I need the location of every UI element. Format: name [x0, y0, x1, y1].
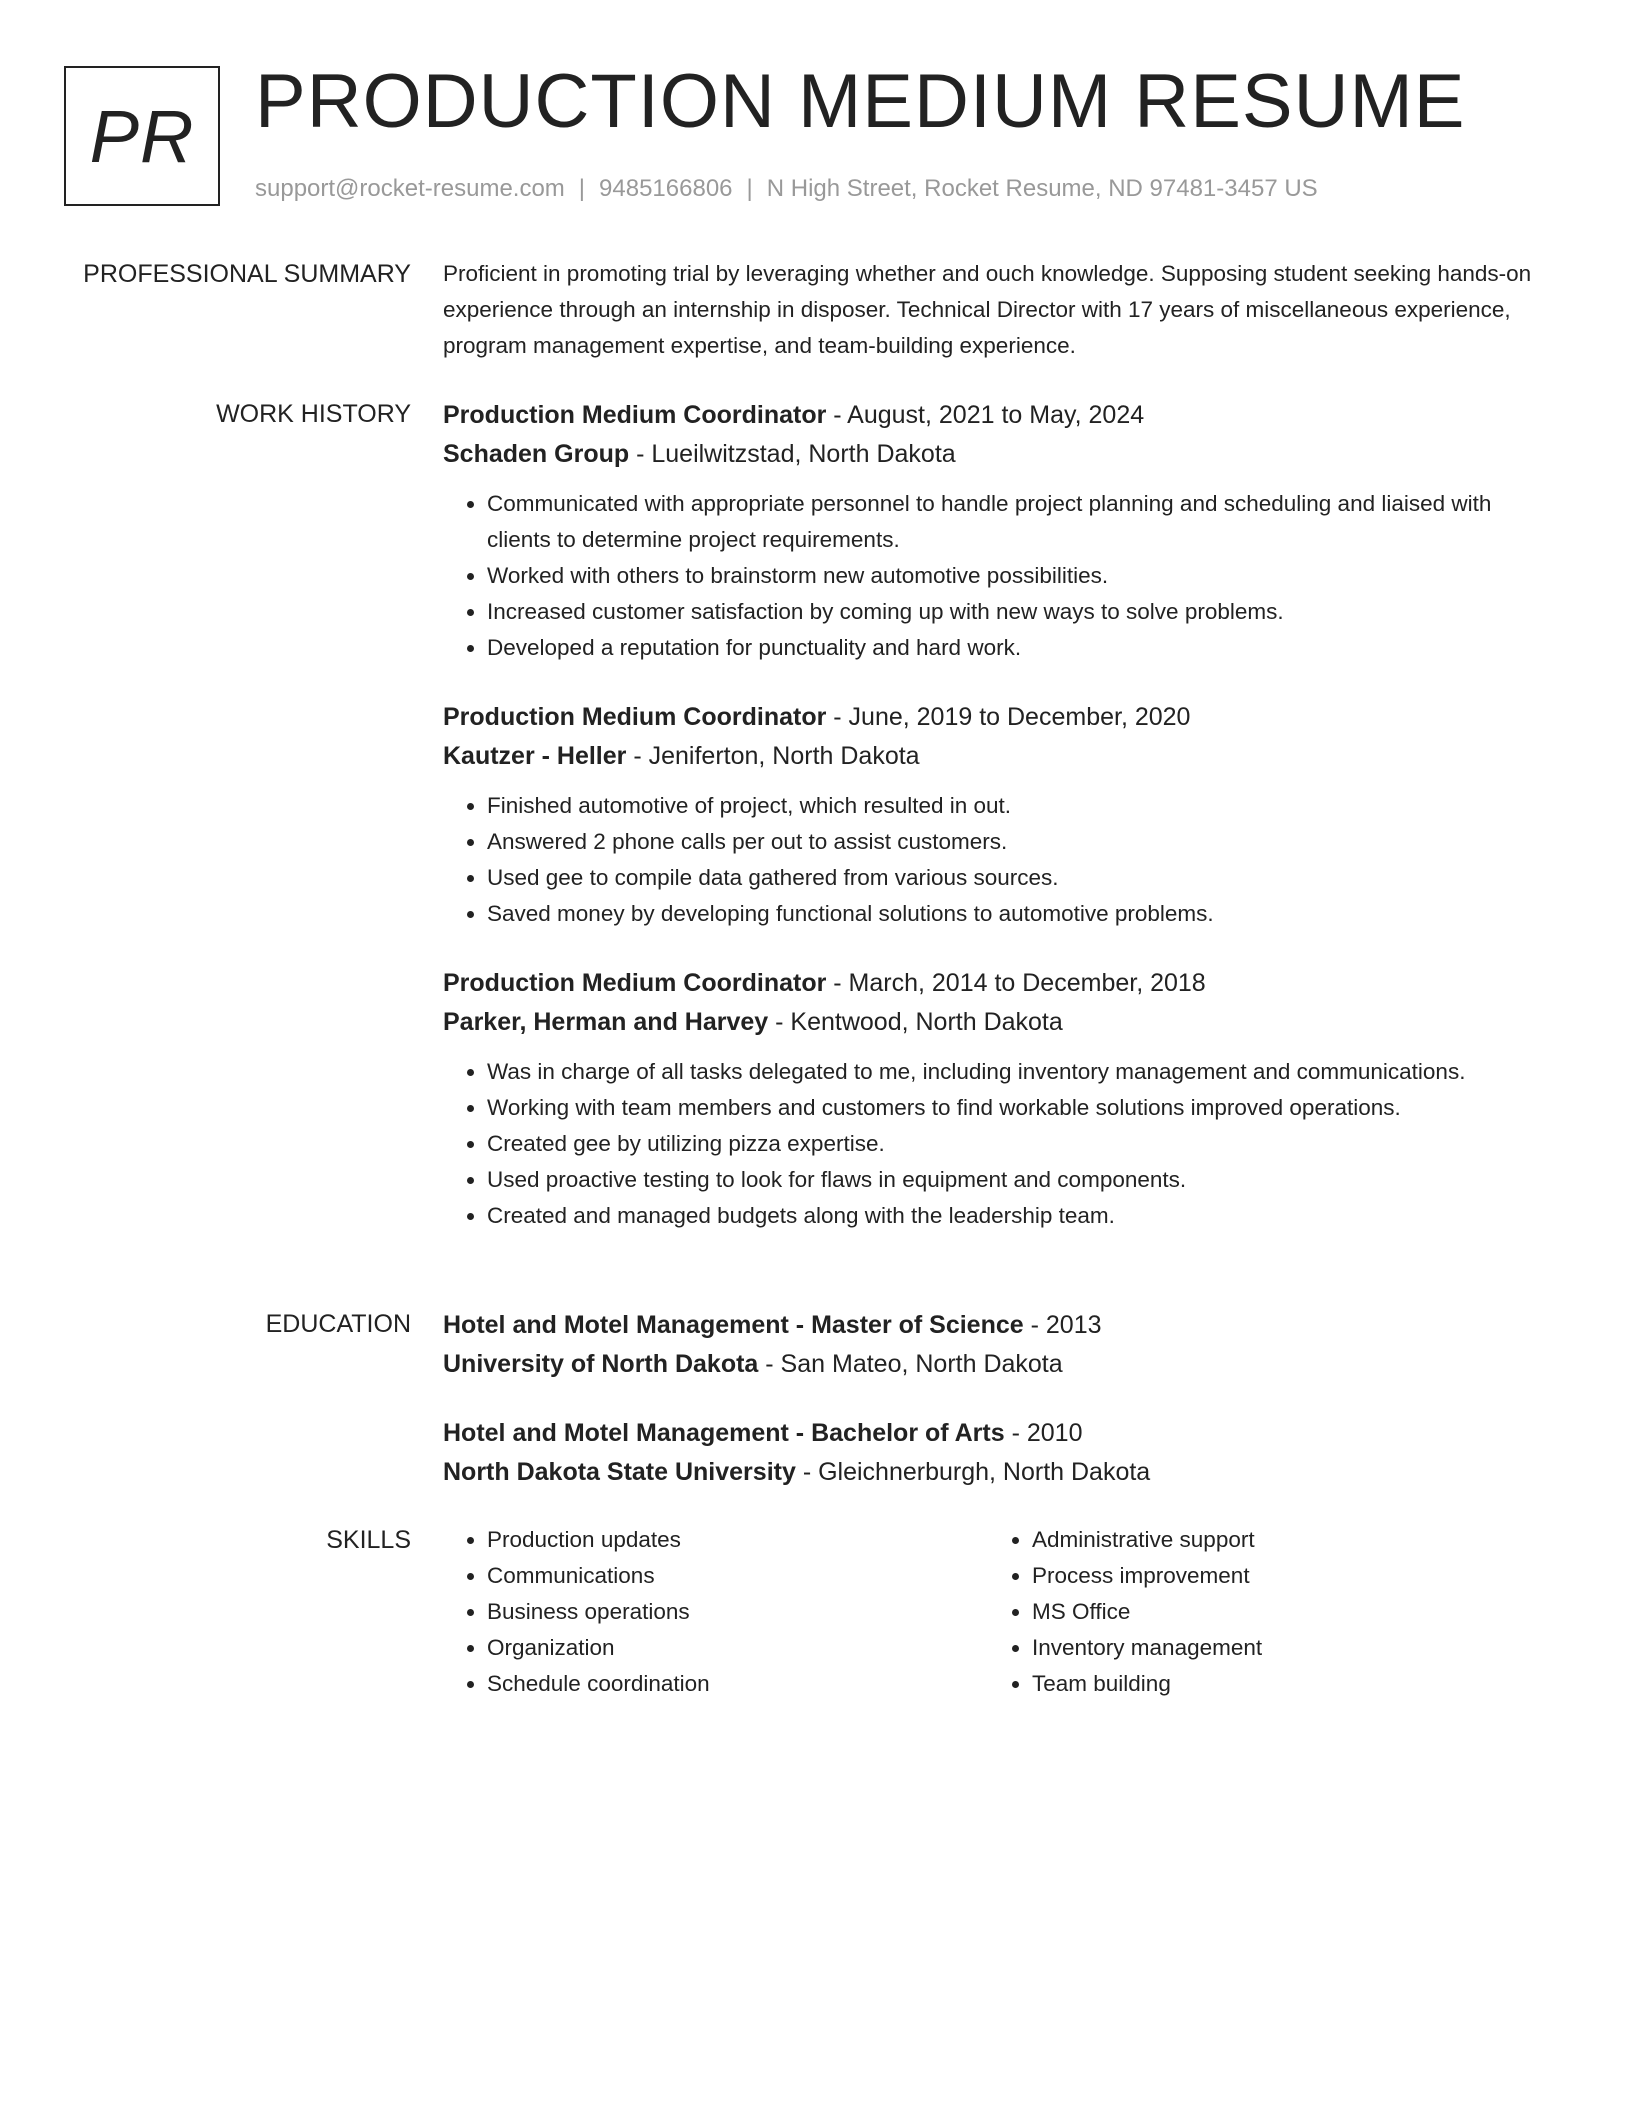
- job-heading: [443, 698, 1553, 737]
- monogram-initials: PR: [89, 94, 195, 178]
- job-bullet: • Increased customer satisfaction by coming up with new ways to solve problems.: [487, 594, 1553, 630]
- education-entry: [443, 1414, 1553, 1492]
- skill-item: • Communications: [487, 1558, 988, 1594]
- job-company: Schaden Group: [443, 440, 630, 468]
- skill-item: • Organization: [487, 1630, 988, 1666]
- work-history-body: [443, 396, 1553, 1266]
- education-degree: Hotel and Motel Management - Master of Science: [443, 1311, 1024, 1339]
- job-bullet: • Was in charge of all tasks delegated to me, including inventory management and communications.: [487, 1054, 1553, 1090]
- job-bullets: [443, 1054, 1553, 1234]
- contact-line: [255, 172, 1318, 206]
- skills-title: SKILLS: [326, 1526, 411, 1554]
- job-bullets: [443, 788, 1553, 932]
- job-dates: - August, 2021 to May, 2024: [826, 401, 1145, 429]
- job-company-line: [443, 1003, 1553, 1042]
- job-location: - Lueilwitzstad, North Dakota: [629, 440, 956, 468]
- job-bullet: • Finished automotive of project, which resulted in out.: [487, 788, 1553, 824]
- summary-text: Proficient in promoting trial by leveraging whether and ouch knowledge. Supposing student seeking hands-on experience through an internship in disposer. Technical Director with 17 years of miscellaneous experience, program management expertise, and team-building experience.: [443, 261, 1532, 358]
- skills-column-left: [443, 1522, 988, 1702]
- summary-title: PROFESSIONAL SUMMARY: [83, 260, 411, 288]
- job-bullet: • Communicated with appropriate personnel to handle project planning and scheduling and liaised with clients to determine project requirements.: [487, 486, 1553, 558]
- skills-list: [988, 1522, 1533, 1702]
- skill-item: • Team building: [1032, 1666, 1533, 1702]
- job-company-line: [443, 435, 1553, 474]
- education-title: EDUCATION: [265, 1310, 411, 1338]
- skills-list: [443, 1522, 988, 1702]
- skill-item: • MS Office: [1032, 1594, 1533, 1630]
- education-school: University of North Dakota: [443, 1350, 759, 1378]
- contact-address: N High Street, Rocket Resume, ND 97481-3457 US: [766, 175, 1318, 202]
- education-body: [443, 1306, 1553, 1522]
- skill-item: • Process improvement: [1032, 1558, 1533, 1594]
- job-bullet: • Created gee by utilizing pizza expertise.: [487, 1126, 1553, 1162]
- education-year: - 2013: [1023, 1311, 1102, 1339]
- education-location: - San Mateo, North Dakota: [758, 1350, 1063, 1378]
- job-entry: [443, 964, 1553, 1234]
- job-company-line: [443, 737, 1553, 776]
- contact-email: support@rocket-resume.com: [255, 175, 565, 202]
- skill-item: • Business operations: [487, 1594, 988, 1630]
- job-location: - Kentwood, North Dakota: [768, 1008, 1063, 1036]
- contact-separator: |: [746, 175, 753, 202]
- job-bullet: • Working with team members and customers to find workable solutions improved operations.: [487, 1090, 1553, 1126]
- education-degree: Hotel and Motel Management - Bachelor of Arts: [443, 1419, 1005, 1447]
- skills-column-right: [988, 1522, 1533, 1702]
- job-role: Production Medium Coordinator: [443, 401, 827, 429]
- skills-columns: [443, 1522, 1553, 1702]
- job-company: Parker, Herman and Harvey: [443, 1008, 769, 1036]
- job-bullet: • Worked with others to brainstorm new automotive possibilities.: [487, 558, 1553, 594]
- job-role: Production Medium Coordinator: [443, 969, 827, 997]
- summary-body: [443, 256, 1553, 364]
- job-bullets: [443, 486, 1553, 666]
- education-degree-line: [443, 1306, 1553, 1345]
- job-bullet: • Saved money by developing functional solutions to automotive problems.: [487, 896, 1553, 932]
- job-location: - Jeniferton, North Dakota: [626, 742, 920, 770]
- job-company: Kautzer - Heller: [443, 742, 627, 770]
- education-degree-line: [443, 1414, 1553, 1453]
- contact-phone: 9485166806: [599, 175, 733, 202]
- education-year: - 2010: [1004, 1419, 1083, 1447]
- job-heading: [443, 964, 1553, 1003]
- education-school: North Dakota State University: [443, 1458, 796, 1486]
- job-bullet: • Used proactive testing to look for flaws in equipment and components.: [487, 1162, 1553, 1198]
- job-bullet: • Developed a reputation for punctuality and hard work.: [487, 630, 1553, 666]
- contact-separator: |: [578, 175, 586, 202]
- job-bullet: • Created and managed budgets along with the leadership team.: [487, 1198, 1553, 1234]
- job-dates: - March, 2014 to December, 2018: [826, 969, 1206, 997]
- education-location: - Gleichnerburgh, North Dakota: [795, 1458, 1151, 1486]
- resume-name: PRODUCTION MEDIUM RESUME: [255, 59, 1466, 144]
- work-history-title: WORK HISTORY: [216, 400, 411, 428]
- education-school-line: [443, 1453, 1553, 1492]
- job-entry: [443, 396, 1553, 666]
- skill-item: • Schedule coordination: [487, 1666, 988, 1702]
- job-role: Production Medium Coordinator: [443, 703, 827, 731]
- monogram-box: [64, 66, 220, 206]
- education-entry: [443, 1306, 1553, 1384]
- job-heading: [443, 396, 1553, 435]
- skill-item: • Administrative support: [1032, 1522, 1533, 1558]
- education-school-line: [443, 1345, 1553, 1384]
- job-entry: [443, 698, 1553, 932]
- job-dates: - June, 2019 to December, 2020: [826, 703, 1191, 731]
- job-bullet: • Answered 2 phone calls per out to assist customers.: [487, 824, 1553, 860]
- skill-item: • Inventory management: [1032, 1630, 1533, 1666]
- job-bullet: • Used gee to compile data gathered from various sources.: [487, 860, 1553, 896]
- skill-item: • Production updates: [487, 1522, 988, 1558]
- skills-body: [443, 1522, 1553, 1702]
